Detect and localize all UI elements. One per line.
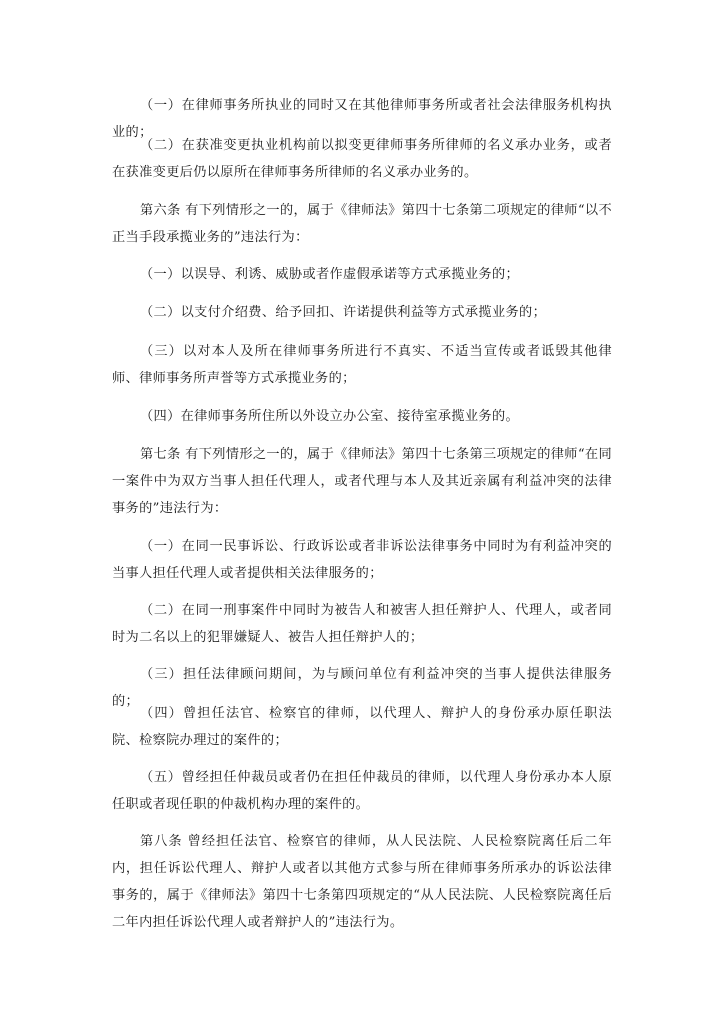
paragraph-art7-item5: （五）曾经担任仲裁员或者仍在担任仲裁员的律师，以代理人身份承办本人原任职或者现任职的仲裁机构办理的案件的。 bbox=[112, 770, 612, 812]
paragraph-art6-item1: （一）以误导、利诱、威胁或者作虚假承诺等方式承揽业务的； bbox=[140, 267, 520, 282]
paragraph-art5-item1: （一）在律师事务所执业的同时又在其他律师事务所或者社会法律服务机构执业的； bbox=[112, 98, 612, 140]
paragraph-article-8: 第八条 曾经担任法官、检察官的律师，从人民法院、人民检察院离任后二年内，担任诉讼代理人、辩护人或者以其他方式参与所在律师事务所承办的诉讼法律事务的，属于《律师法》第四十七条第四项规定的“从人民法院、人民检察院离任后二年内担任诉讼代理人或者辩护人的”违法行为。 bbox=[112, 834, 612, 930]
paragraph-art6-item2: （二）以支付介绍费、给予回扣、许诺提供利益等方式承揽业务的； bbox=[140, 305, 547, 320]
paragraph-art6-item3: （三）以对本人及所在律师事务所进行不真实、不适当宣传或者诋毁其他律师、律师事务所声誉等方式承揽业务的； bbox=[112, 344, 612, 386]
paragraph-art5-item2: （二）在获准变更执业机构前以拟变更律师事务所律师的名义承办业务，或者在获准变更后仍以原所在律师事务所律师的名义承办业务的。 bbox=[112, 138, 612, 180]
paragraph-art7-item3: （三）担任法律顾问期间，为与顾问单位有利益冲突的当事人提供法律服务的； bbox=[112, 667, 612, 709]
paragraph-art7-item4: （四）曾担任法官、检察官的律师，以代理人、辩护人的身份承办原任职法院、检察院办理过的案件的； bbox=[112, 706, 612, 748]
paragraph-art7-item1: （一）在同一民事诉讼、行政诉讼或者非诉讼法律事务中同时为有利益冲突的当事人担任代理人或者提供相关法律服务的； bbox=[112, 539, 612, 581]
paragraph-article-6: 第六条 有下列情形之一的，属于《律师法》第四十七条第二项规定的律师“以不正当手段承揽业务的”违法行为： bbox=[112, 203, 612, 245]
paragraph-article-7: 第七条 有下列情形之一的，属于《律师法》第四十七条第三项规定的律师“在同一案件中为双方当事人担任代理人，或者代理与本人及其近亲属有利益冲突的法律事务的”违法行为： bbox=[112, 447, 612, 516]
paragraph-art7-item2: （二）在同一刑事案件中同时为被告人和被害人担任辩护人、代理人，或者同时为二名以上的犯罪嫌疑人、被告人担任辩护人的； bbox=[112, 603, 612, 645]
paragraph-art6-item4: （四）在律师事务所住所以外设立办公室、接待室承揽业务的。 bbox=[140, 409, 520, 424]
